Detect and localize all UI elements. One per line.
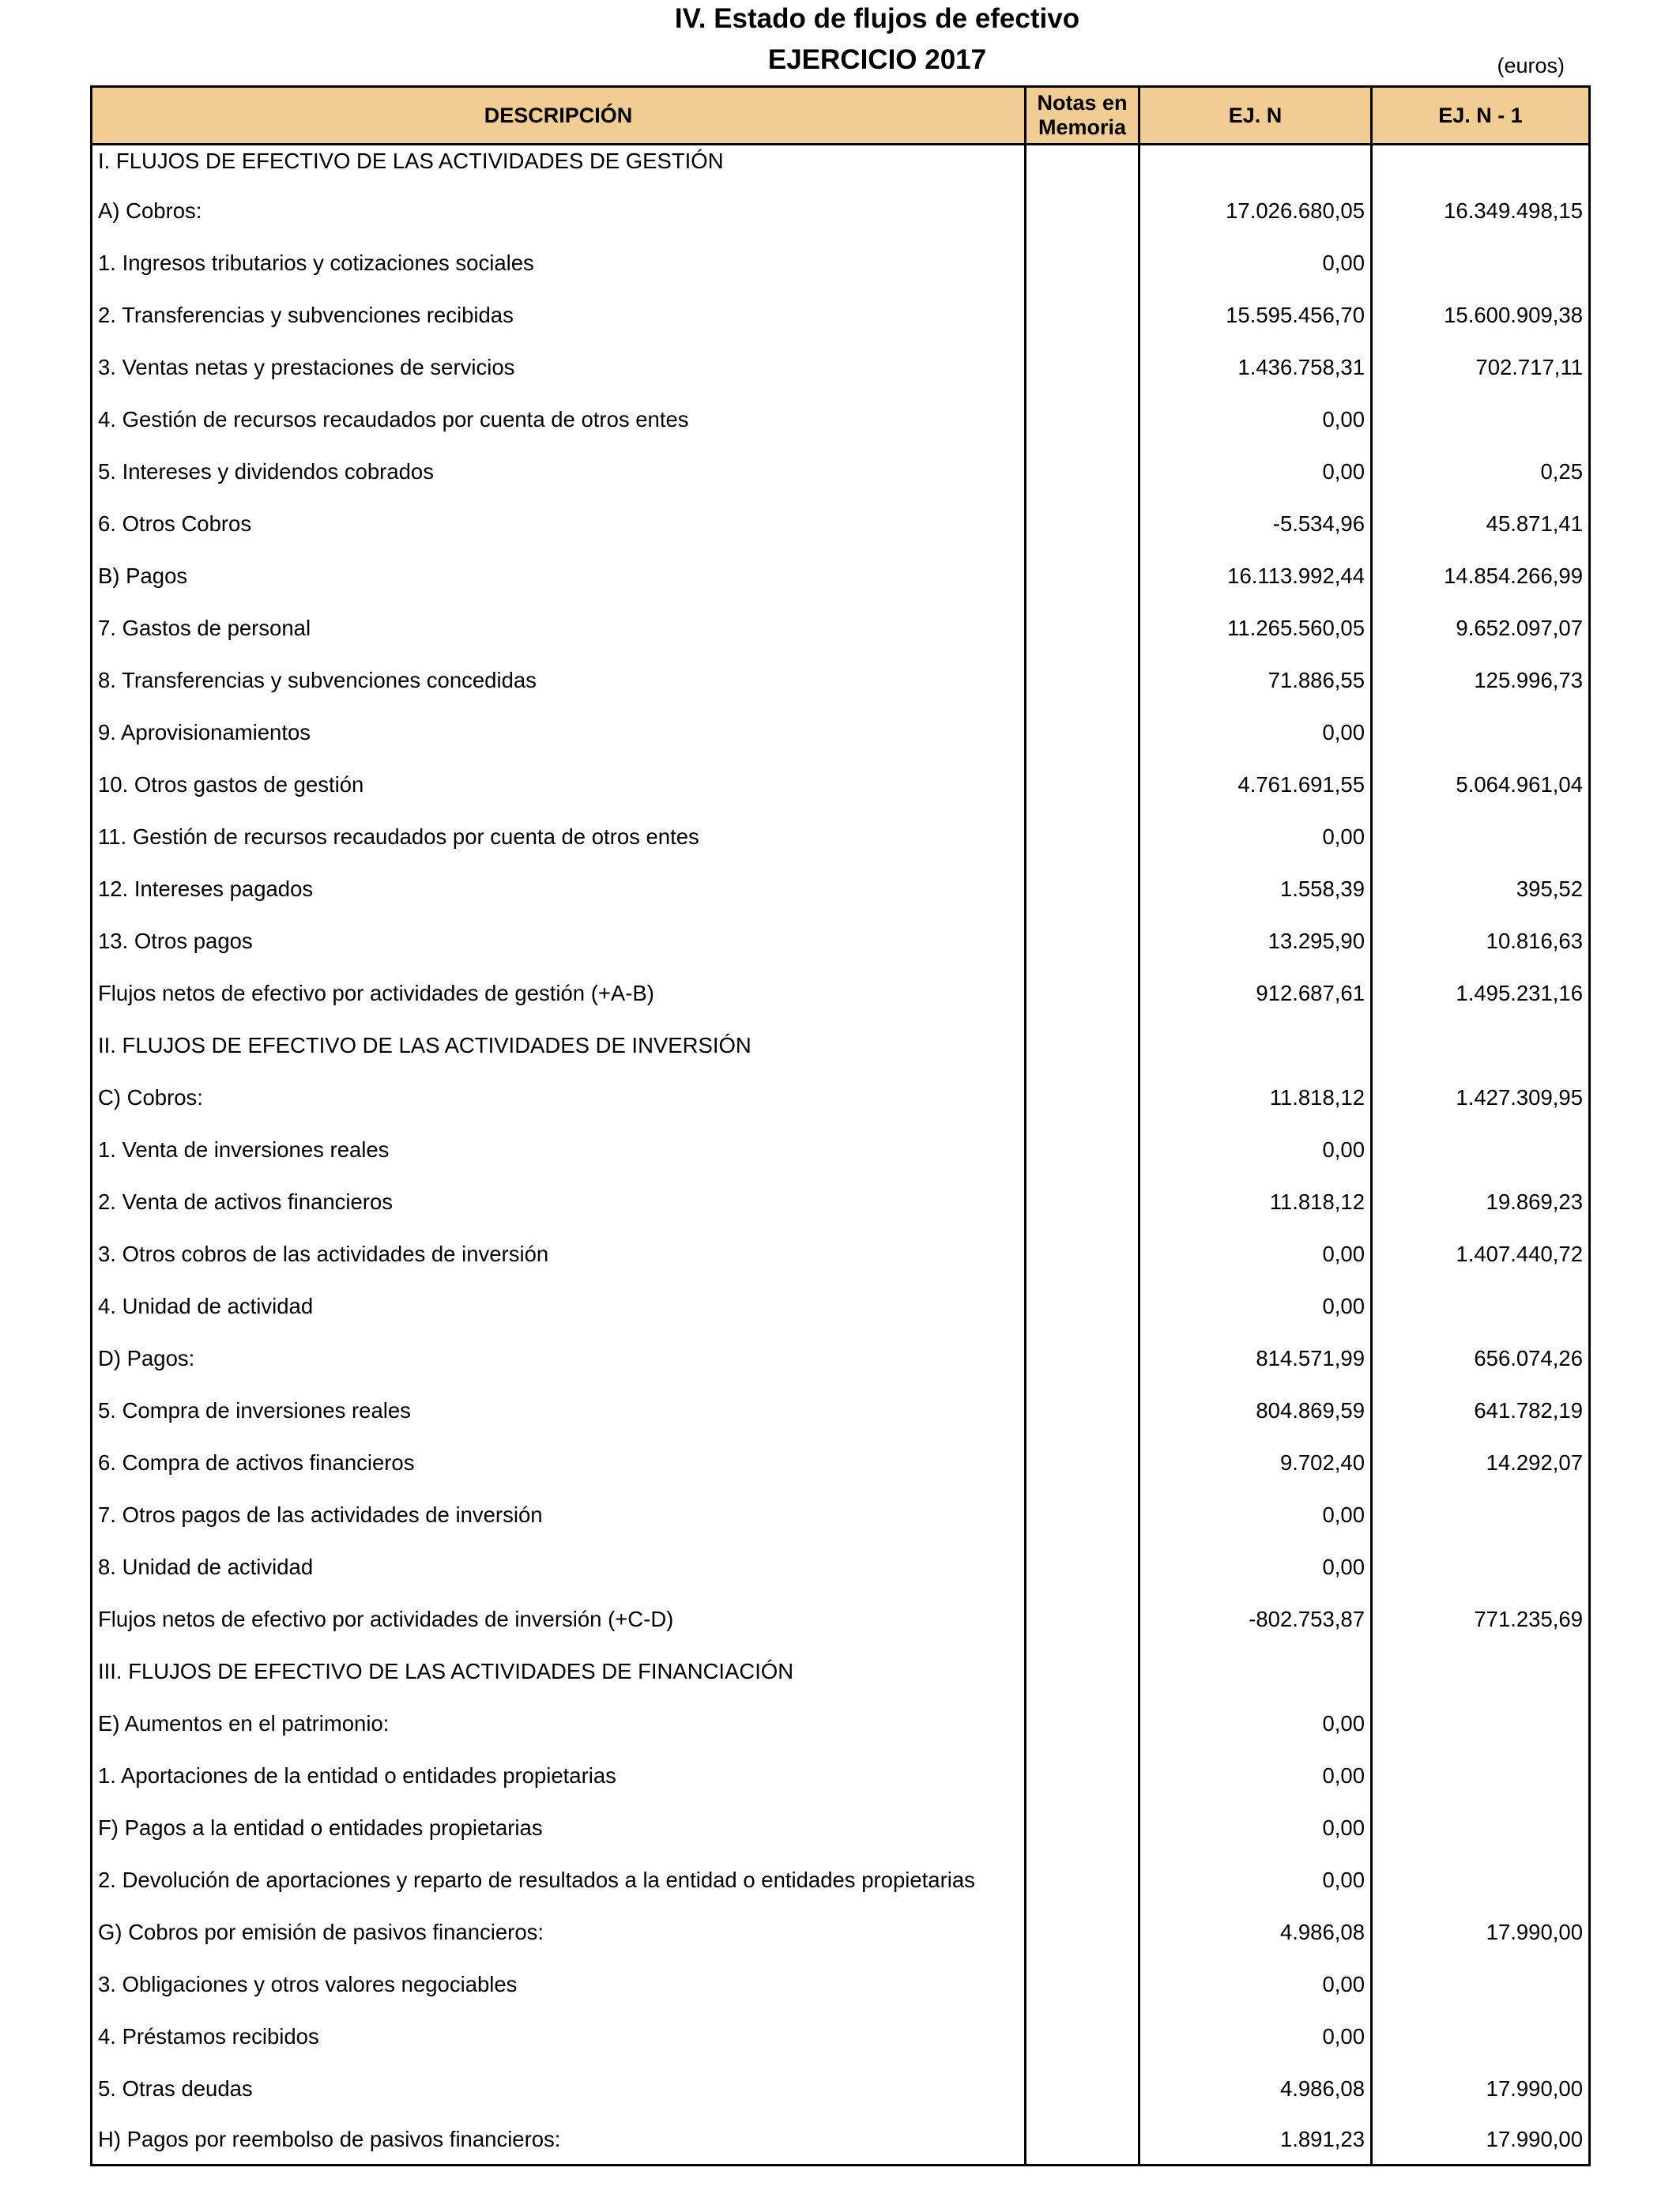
row-value-ej-n1: 125.996,73 xyxy=(1372,654,1590,707)
column-header-notas xyxy=(1026,87,1139,145)
row-value-ej-n: 4.986,08 xyxy=(1139,2063,1372,2115)
table-row xyxy=(92,1958,1590,2011)
row-notas xyxy=(1026,654,1139,707)
row-description: Flujos netos de efectivo por actividades de gestión (+A-B) xyxy=(92,967,1026,1020)
row-notas xyxy=(1026,237,1139,289)
table-row xyxy=(92,863,1590,915)
row-description: F) Pagos a la entidad o entidades propietarias xyxy=(92,1802,1026,1854)
column-header-descripcion: DESCRIPCIÓN xyxy=(92,87,1026,145)
row-description: D) Pagos: xyxy=(92,1333,1026,1385)
row-value-ej-n: 0,00 xyxy=(1139,1698,1372,1750)
row-description: 3. Otros cobros de las actividades de inversión xyxy=(92,1228,1026,1280)
currency-units-label: (euros) xyxy=(1497,54,1565,77)
row-description: A) Cobros: xyxy=(92,185,1026,237)
row-notas xyxy=(1026,446,1139,498)
row-value-ej-n: 0,00 xyxy=(1139,394,1372,446)
row-value-ej-n1: 771.235,69 xyxy=(1372,1593,1590,1646)
row-value-ej-n1 xyxy=(1372,1124,1590,1176)
row-value-ej-n: 0,00 xyxy=(1139,707,1372,759)
row-value-ej-n: 9.702,40 xyxy=(1139,1437,1372,1489)
row-description: 2. Devolución de aportaciones y reparto de resultados a la entidad o entidades propietarias xyxy=(92,1854,1026,1906)
row-value-ej-n1 xyxy=(1372,707,1590,759)
row-value-ej-n1: 1.495.231,16 xyxy=(1372,967,1590,1020)
row-description: 1. Aportaciones de la entidad o entidades propietarias xyxy=(92,1750,1026,1802)
row-value-ej-n: 804.869,59 xyxy=(1139,1385,1372,1437)
row-description: 8. Transferencias y subvenciones concedidas xyxy=(92,654,1026,707)
row-value-ej-n1 xyxy=(1372,237,1590,289)
row-notas xyxy=(1026,1072,1139,1124)
table-row xyxy=(92,237,1590,289)
row-value-ej-n1: 17.990,00 xyxy=(1372,1906,1590,1958)
row-value-ej-n1: 17.990,00 xyxy=(1372,2115,1590,2166)
row-value-ej-n: 11.818,12 xyxy=(1139,1072,1372,1124)
fiscal-year-subtitle: EJERCICIO 2017 xyxy=(767,44,987,75)
row-value-ej-n: 4.986,08 xyxy=(1139,1906,1372,1958)
row-value-ej-n: 0,00 xyxy=(1139,1124,1372,1176)
row-notas xyxy=(1026,1906,1139,1958)
table-row xyxy=(92,2011,1590,2063)
row-notas xyxy=(1026,2115,1139,2166)
table-row xyxy=(92,1385,1590,1437)
row-notas xyxy=(1026,759,1139,811)
table-row xyxy=(92,1646,1590,1698)
row-value-ej-n1 xyxy=(1372,1541,1590,1593)
table-row xyxy=(92,759,1590,811)
row-description: B) Pagos xyxy=(92,550,1026,602)
table-row xyxy=(92,1489,1590,1541)
row-notas xyxy=(1026,2011,1139,2063)
row-value-ej-n: 0,00 xyxy=(1139,1802,1372,1854)
row-value-ej-n: 0,00 xyxy=(1139,811,1372,863)
row-value-ej-n: 71.886,55 xyxy=(1139,654,1372,707)
row-notas xyxy=(1026,1280,1139,1333)
row-description: 1. Venta de inversiones reales xyxy=(92,1124,1026,1176)
row-description: 8. Unidad de actividad xyxy=(92,1541,1026,1593)
row-value-ej-n1: 5.064.961,04 xyxy=(1372,759,1590,811)
row-value-ej-n1 xyxy=(1372,811,1590,863)
row-value-ej-n1: 0,25 xyxy=(1372,446,1590,498)
table-row xyxy=(92,1228,1590,1280)
table-row xyxy=(92,1906,1590,1958)
row-value-ej-n: 1.558,39 xyxy=(1139,863,1372,915)
row-value-ej-n: 11.818,12 xyxy=(1139,1176,1372,1228)
row-value-ej-n1: 14.292,07 xyxy=(1372,1437,1590,1489)
table-row xyxy=(92,341,1590,394)
row-value-ej-n: -5.534,96 xyxy=(1139,498,1372,550)
row-notas xyxy=(1026,2063,1139,2115)
row-value-ej-n1: 15.600.909,38 xyxy=(1372,289,1590,341)
row-description: 5. Otras deudas xyxy=(92,2063,1026,2115)
row-value-ej-n: 1.436.758,31 xyxy=(1139,341,1372,394)
row-notas xyxy=(1026,550,1139,602)
row-notas xyxy=(1026,289,1139,341)
row-value-ej-n: 814.571,99 xyxy=(1139,1333,1372,1385)
row-value-ej-n1: 641.782,19 xyxy=(1372,1385,1590,1437)
row-value-ej-n: 15.595.456,70 xyxy=(1139,289,1372,341)
row-notas xyxy=(1026,1854,1139,1906)
row-notas xyxy=(1026,602,1139,654)
row-notas xyxy=(1026,185,1139,237)
row-value-ej-n: 11.265.560,05 xyxy=(1139,602,1372,654)
row-description: 7. Gastos de personal xyxy=(92,602,1026,654)
row-value-ej-n1: 19.869,23 xyxy=(1372,1176,1590,1228)
table-row xyxy=(92,1072,1590,1124)
row-value-ej-n1: 702.717,11 xyxy=(1372,341,1590,394)
row-notas xyxy=(1026,498,1139,550)
table-row xyxy=(92,1124,1590,1176)
row-description: Flujos netos de efectivo por actividades de inversión (+C-D) xyxy=(92,1593,1026,1646)
row-description: 6. Compra de activos financieros xyxy=(92,1437,1026,1489)
row-description: 6. Otros Cobros xyxy=(92,498,1026,550)
row-value-ej-n1 xyxy=(1372,1280,1590,1333)
row-notas xyxy=(1026,1750,1139,1802)
table-row xyxy=(92,185,1590,237)
row-value-ej-n: 912.687,61 xyxy=(1139,967,1372,1020)
row-value-ej-n: 0,00 xyxy=(1139,1958,1372,2011)
table-row xyxy=(92,394,1590,446)
row-description: E) Aumentos en el patrimonio: xyxy=(92,1698,1026,1750)
table-row xyxy=(92,1593,1590,1646)
row-value-ej-n1: 1.407.440,72 xyxy=(1372,1228,1590,1280)
row-value-ej-n1: 45.871,41 xyxy=(1372,498,1590,550)
row-value-ej-n1 xyxy=(1372,1020,1590,1072)
row-description: 5. Intereses y dividendos cobrados xyxy=(92,446,1026,498)
row-notas xyxy=(1026,967,1139,1020)
table-row xyxy=(92,811,1590,863)
row-value-ej-n: 17.026.680,05 xyxy=(1139,185,1372,237)
row-description: 2. Transferencias y subvenciones recibidas xyxy=(92,289,1026,341)
page-title: IV. Estado de flujos de efectivo xyxy=(674,3,1080,34)
table-row xyxy=(92,1802,1590,1854)
table-row xyxy=(92,446,1590,498)
column-header-notas-line2: Memoria xyxy=(1038,115,1127,139)
row-notas xyxy=(1026,863,1139,915)
row-value-ej-n1 xyxy=(1372,145,1590,186)
table-row xyxy=(92,1750,1590,1802)
table-row xyxy=(92,1854,1590,1906)
table-row xyxy=(92,967,1590,1020)
row-value-ej-n1 xyxy=(1372,1698,1590,1750)
column-header-ej-n: EJ. N xyxy=(1139,87,1372,145)
row-description: 1. Ingresos tributarios y cotizaciones sociales xyxy=(92,237,1026,289)
table-row xyxy=(92,550,1590,602)
row-value-ej-n: -802.753,87 xyxy=(1139,1593,1372,1646)
row-description: 5. Compra de inversiones reales xyxy=(92,1385,1026,1437)
row-notas xyxy=(1026,1593,1139,1646)
row-notas xyxy=(1026,1124,1139,1176)
table-row xyxy=(92,1020,1590,1072)
row-notas xyxy=(1026,1176,1139,1228)
row-description: 4. Préstamos recibidos xyxy=(92,2011,1026,2063)
row-notas xyxy=(1026,1541,1139,1593)
row-value-ej-n: 16.113.992,44 xyxy=(1139,550,1372,602)
row-value-ej-n xyxy=(1139,1020,1372,1072)
column-header-notas-line1: Notas en xyxy=(1037,91,1128,115)
table-row xyxy=(92,498,1590,550)
table-row xyxy=(92,145,1590,186)
row-description: H) Pagos por reembolso de pasivos financieros: xyxy=(92,2115,1026,2166)
row-value-ej-n1 xyxy=(1372,1489,1590,1541)
row-description: 3. Obligaciones y otros valores negociables xyxy=(92,1958,1026,2011)
row-notas xyxy=(1026,1385,1139,1437)
row-description: C) Cobros: xyxy=(92,1072,1026,1124)
row-description: 12. Intereses pagados xyxy=(92,863,1026,915)
row-description: I. FLUJOS DE EFECTIVO DE LAS ACTIVIDADES DE GESTIÓN xyxy=(92,145,1026,186)
row-value-ej-n: 0,00 xyxy=(1139,1541,1372,1593)
row-value-ej-n1 xyxy=(1372,1750,1590,1802)
row-value-ej-n: 1.891,23 xyxy=(1139,2115,1372,2166)
row-value-ej-n1: 395,52 xyxy=(1372,863,1590,915)
row-notas xyxy=(1026,811,1139,863)
row-value-ej-n1: 16.349.498,15 xyxy=(1372,185,1590,237)
row-notas xyxy=(1026,341,1139,394)
row-description: II. FLUJOS DE EFECTIVO DE LAS ACTIVIDADES DE INVERSIÓN xyxy=(92,1020,1026,1072)
row-notas xyxy=(1026,1958,1139,2011)
table-row xyxy=(92,2063,1590,2115)
row-description: G) Cobros por emisión de pasivos financieros: xyxy=(92,1906,1026,1958)
table-row xyxy=(92,915,1590,967)
column-header-ej-n1: EJ. N - 1 xyxy=(1372,87,1590,145)
row-description: 11. Gestión de recursos recaudados por cuenta de otros entes xyxy=(92,811,1026,863)
row-notas xyxy=(1026,145,1139,186)
row-value-ej-n1: 10.816,63 xyxy=(1372,915,1590,967)
row-description: 4. Gestión de recursos recaudados por cuenta de otros entes xyxy=(92,394,1026,446)
row-value-ej-n1: 14.854.266,99 xyxy=(1372,550,1590,602)
row-description: 9. Aprovisionamientos xyxy=(92,707,1026,759)
row-value-ej-n xyxy=(1139,145,1372,186)
table-row xyxy=(92,1541,1590,1593)
table-header-row xyxy=(92,87,1590,145)
row-value-ej-n: 0,00 xyxy=(1139,1228,1372,1280)
row-value-ej-n: 0,00 xyxy=(1139,1489,1372,1541)
row-description: 10. Otros gastos de gestión xyxy=(92,759,1026,811)
table-row xyxy=(92,1280,1590,1333)
cash-flow-table xyxy=(90,85,1591,2166)
row-value-ej-n: 0,00 xyxy=(1139,2011,1372,2063)
row-value-ej-n: 0,00 xyxy=(1139,1750,1372,1802)
table-row xyxy=(92,1176,1590,1228)
row-value-ej-n: 0,00 xyxy=(1139,1854,1372,1906)
row-notas xyxy=(1026,1802,1139,1854)
row-notas xyxy=(1026,1020,1139,1072)
row-notas xyxy=(1026,1489,1139,1541)
table-row xyxy=(92,707,1590,759)
row-value-ej-n1 xyxy=(1372,394,1590,446)
row-description: 7. Otros pagos de las actividades de inversión xyxy=(92,1489,1026,1541)
row-description: 13. Otros pagos xyxy=(92,915,1026,967)
row-notas xyxy=(1026,1437,1139,1489)
row-value-ej-n1: 656.074,26 xyxy=(1372,1333,1590,1385)
row-value-ej-n1 xyxy=(1372,1646,1590,1698)
row-notas xyxy=(1026,707,1139,759)
row-value-ej-n1 xyxy=(1372,2011,1590,2063)
row-value-ej-n: 4.761.691,55 xyxy=(1139,759,1372,811)
row-notas xyxy=(1026,1228,1139,1280)
row-description: 2. Venta de activos financieros xyxy=(92,1176,1026,1228)
row-notas xyxy=(1026,1698,1139,1750)
row-value-ej-n1: 1.427.309,95 xyxy=(1372,1072,1590,1124)
row-value-ej-n1 xyxy=(1372,1854,1590,1906)
row-description: III. FLUJOS DE EFECTIVO DE LAS ACTIVIDADES DE FINANCIACIÓN xyxy=(92,1646,1026,1698)
table-row xyxy=(92,602,1590,654)
row-notas xyxy=(1026,394,1139,446)
row-value-ej-n1 xyxy=(1372,1802,1590,1854)
table-row xyxy=(92,1333,1590,1385)
row-value-ej-n: 0,00 xyxy=(1139,237,1372,289)
table-row xyxy=(92,1698,1590,1750)
row-value-ej-n1: 17.990,00 xyxy=(1372,2063,1590,2115)
row-value-ej-n1: 9.652.097,07 xyxy=(1372,602,1590,654)
row-description: 3. Ventas netas y prestaciones de servicios xyxy=(92,341,1026,394)
table-row xyxy=(92,654,1590,707)
row-value-ej-n: 0,00 xyxy=(1139,446,1372,498)
row-notas xyxy=(1026,1646,1139,1698)
table-row xyxy=(92,2115,1590,2166)
row-value-ej-n: 13.295,90 xyxy=(1139,915,1372,967)
table-row xyxy=(92,1437,1590,1489)
table-row xyxy=(92,289,1590,341)
row-value-ej-n xyxy=(1139,1646,1372,1698)
row-notas xyxy=(1026,1333,1139,1385)
row-value-ej-n1 xyxy=(1372,1958,1590,2011)
row-value-ej-n: 0,00 xyxy=(1139,1280,1372,1333)
row-notas xyxy=(1026,915,1139,967)
row-description: 4. Unidad de actividad xyxy=(92,1280,1026,1333)
